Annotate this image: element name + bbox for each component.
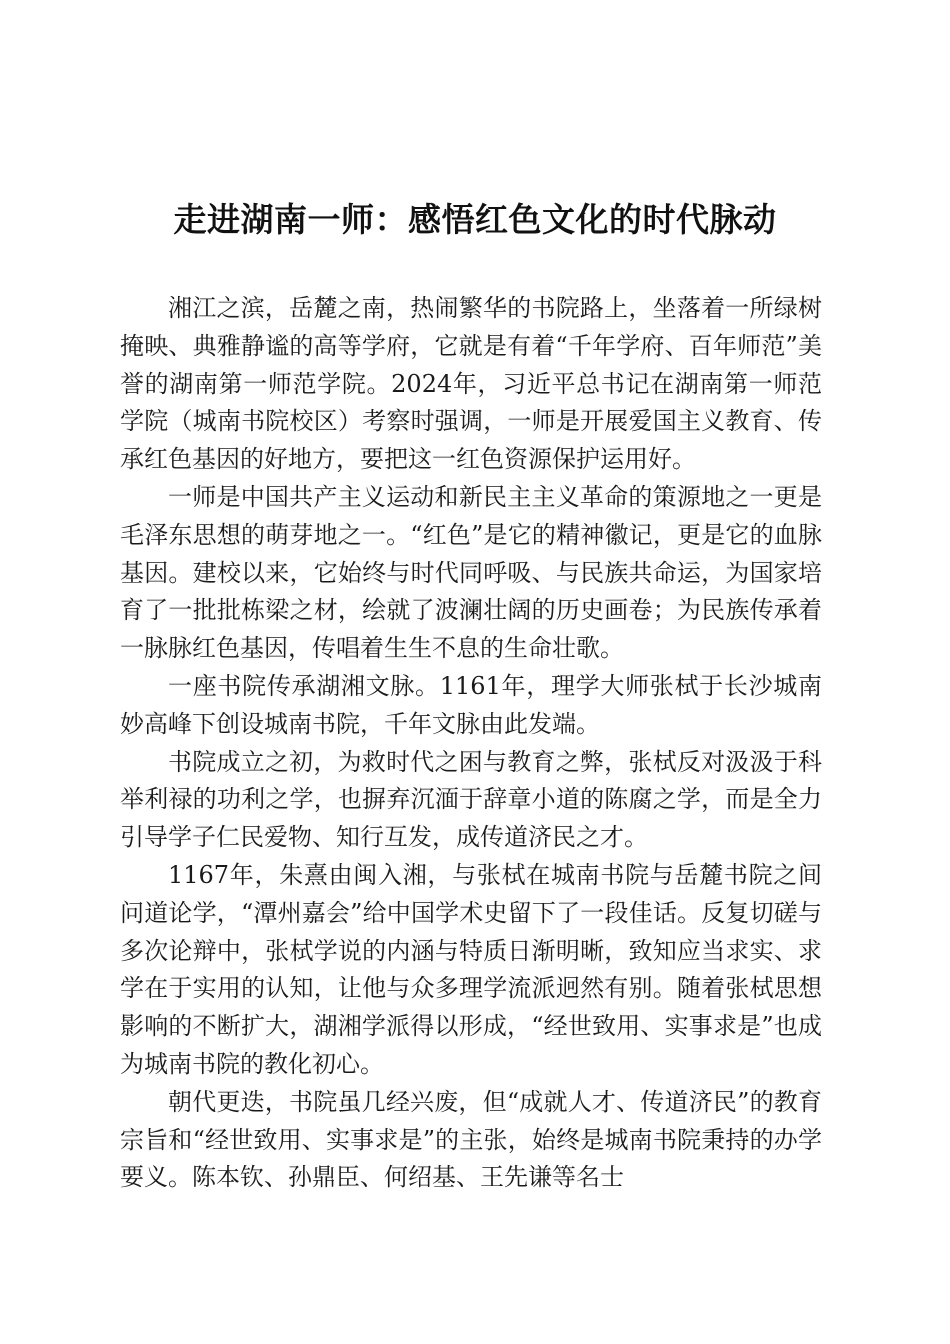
paragraph-3: 一座书院传承湖湘文脉。1161年，理学大师张栻于长沙城南妙高峰下创设城南书院，千年文脉由此发端。 bbox=[120, 671, 822, 738]
document-body bbox=[120, 290, 822, 1197]
paragraph-6: 朝代更迭，书院虽几经兴废，但“成就人才、传道济民”的教育宗旨和“经世致用、实事求是”的主张，始终是城南书院秉持的办学要义。陈本钦、孙鼎臣、何绍基、王先谦等名士 bbox=[120, 1087, 822, 1192]
document-title: 走进湖南一师：感悟红色文化的时代脉动 bbox=[173, 200, 777, 239]
paragraph-2: 一师是中国共产主义运动和新民主主义革命的策源地之一更是毛泽东思想的萌芽地之一。“红色”是它的精神徽记，更是它的血脉基因。建校以来，它始终与时代同呼吸、与民族共命运，为国家培育了一批批栋梁之材，绘就了波澜壮阔的历史画卷；为民族传承着一脉脉红色基因，传唱着生生不息的生命壮歌。 bbox=[120, 482, 822, 663]
paragraph-1: 湘江之滨，岳麓之南，热闹繁华的书院路上，坐落着一所绿树掩映、典雅静谧的高等学府，它就是有着“千年学府、百年师范”美誉的湖南第一师范学院。2024年，习近平总书记在湖南第一师范学院（城南书院校区）考察时强调，一师是开展爱国主义教育、传承红色基因的好地方，要把这一红色资源保护运用好。 bbox=[120, 294, 822, 474]
paragraph-5: 1167年，朱熹由闽入湘，与张栻在城南书院与岳麓书院之间问道论学，“潭州嘉会”给中国学术史留下了一段佳话。反复切磋与多次论辩中，张栻学说的内涵与特质日渐明晰，致知应当求实、求学在于实用的认知，让他与众多理学流派迥然有别。随着张栻思想影响的不断扩大，湖湘学派得以形成，“经世致用、实事求是”也成为城南书院的教化初心。 bbox=[120, 860, 822, 1078]
paragraph-4: 书院成立之初，为救时代之困与教育之弊，张栻反对汲汲于科举利禄的功利之学，也摒弃沉湎于辞章小道的陈腐之学，而是全力引导学子仁民爱物、知行互发，成传道济民之才。 bbox=[120, 747, 822, 852]
